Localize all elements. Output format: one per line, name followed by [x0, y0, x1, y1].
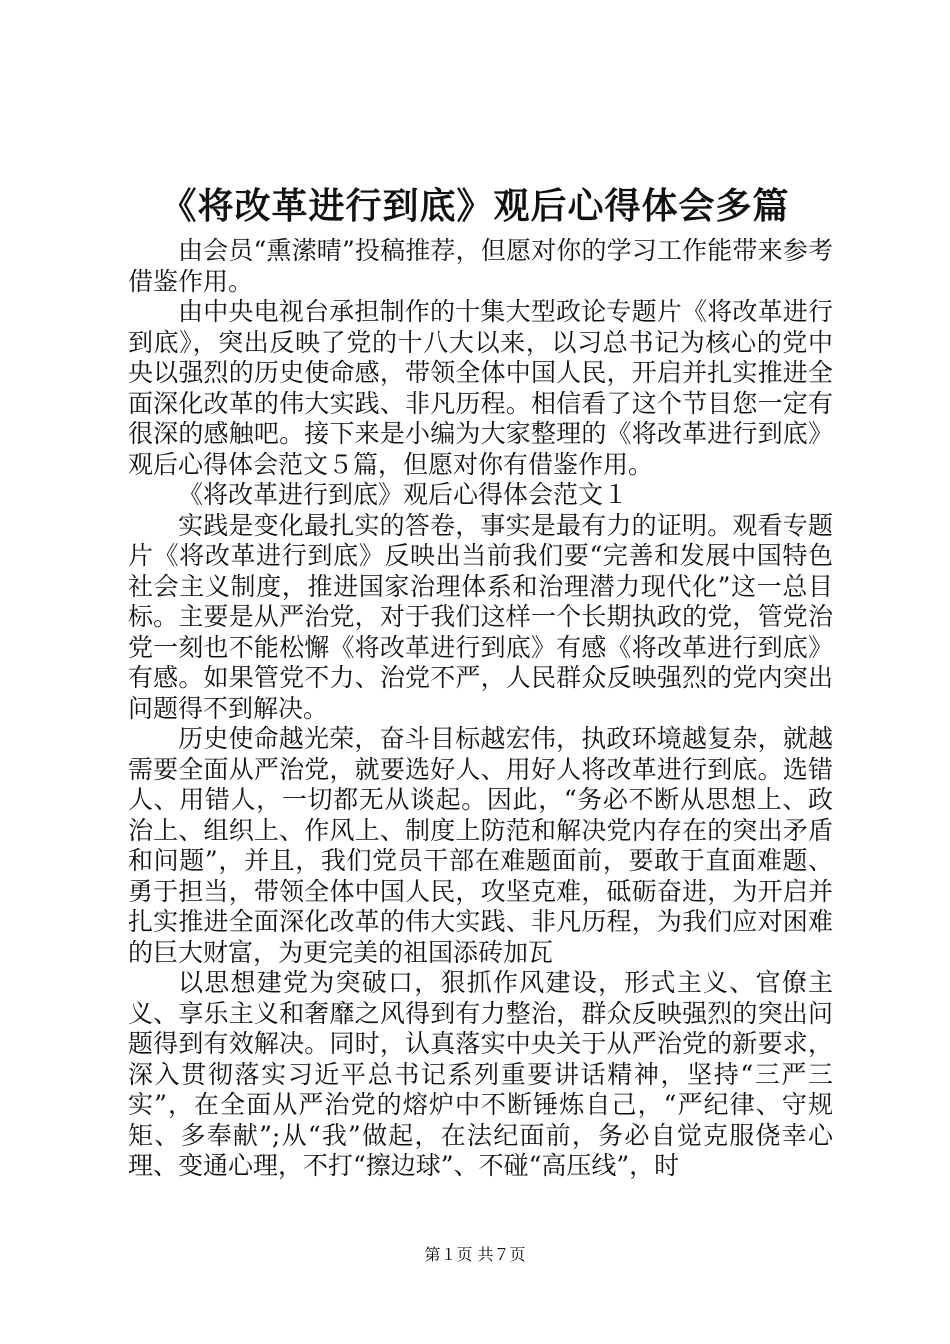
paragraph-2: 历史使命越光荣，奋斗目标越宏伟，执政环境越复杂，就越需要全面从严治党，就要选好人、用好人将改革进行到底。选错人、用错人，一切都无从谈起。因此，“务必不断从思想上、政治上、组织上、作风上、制度上防范和解决党内存在的突出矛盾和问题”，并且，我们党员干部在难题面前，要敢于直面难题、勇于担当，带领全体中国人民，攻坚克难，砥砺奋进，为开启并扎实推进全面深化改革的伟大实践、非凡历程，为我们应对困难的巨大财富，为更完美的祖国添砖加瓦	[128, 724, 833, 967]
document-body	[128, 236, 833, 1182]
page-footer: 第１页 共７页	[424, 1245, 526, 1264]
paragraph-summary: 由中央电视台承担制作的十集大型政论专题片《将改革进行到底》，突出反映了党的十八大以来，以习总书记为核心的党中央以强烈的历史使命感，带领全体中国人民，开启并扎实推进全面深化改革的伟大实践、非凡历程。相信看了这个节目您一定有很深的感触吧。接下来是小编为大家整理的《将改革进行到底》观后心得体会范文５篇，但愿对你有借鉴作用。	[128, 297, 833, 479]
document-title: 《将改革进行到底》观后心得体会多篇	[160, 185, 790, 227]
paragraph-3: 以思想建党为突破口，狠抓作风建设，形式主义、官僚主义、享乐主义和奢靡之风得到有力整治，群众反映强烈的突出问题得到有效解决。同时，认真落实中央关于从严治党的新要求，深入贯彻落实习近平总书记系列重要讲话精神，坚持“三严三实”，在全面从严治党的熔炉中不断锤炼自己，“严纪律、守规矩、多奉献”;从“我”做起，在法纪面前，务必自觉克服侥幸心理、变通心理，不打“擦边球”、不碰“高压线”，时	[128, 968, 833, 1180]
paragraph-intro: 由会员“熏潆晴”投稿推荐，但愿对你的学习工作能带来参考借鉴作用。	[128, 236, 833, 296]
paragraph-1: 实践是变化最扎实的答卷，事实是最有力的证明。观看专题片《将改革进行到底》反映出当前我们要“完善和发展中国特色社会主义制度，推进国家治理体系和治理潜力现代化”这一总目标。主要是从严治党，对于我们这样一个长期执政的党，管党治党一刻也不能松懈《将改革进行到底》有感《将改革进行到底》有感。如果管党不力、治党不严，人民群众反映强烈的党内突出问题得不到解决。	[128, 510, 833, 723]
section-heading: 《将改革进行到底》观后心得体会范文１	[178, 480, 629, 509]
